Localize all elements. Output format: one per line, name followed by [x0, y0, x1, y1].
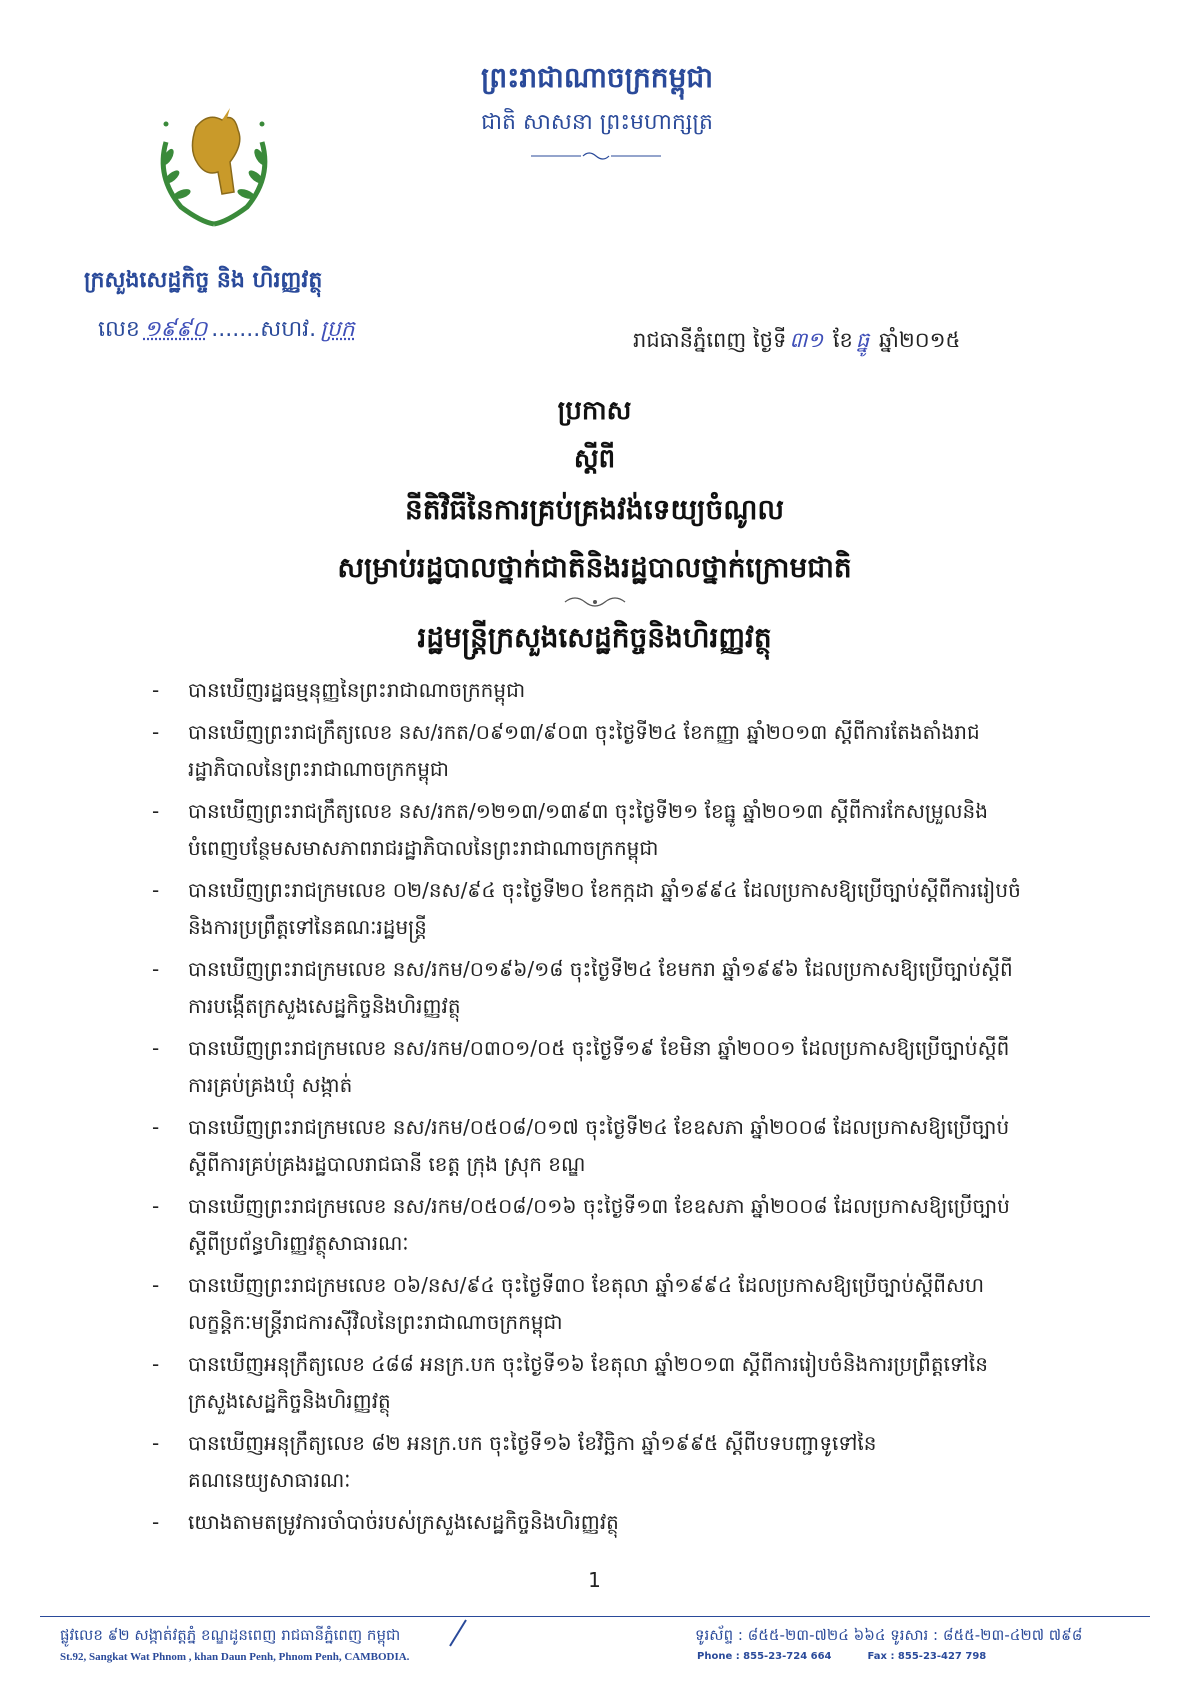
list-item: - បានឃើញអនុក្រឹត្យលេខ ៨២ អនក្រ.បក ចុះថ្ងៃទី១៦ ខែវិច្ឆិកា ឆ្នាំ១៩៩៥ ស្តីពីបទបញ្ជាទូទៅនៃគណនេយ្យសាធារណៈ	[152, 1431, 877, 1492]
footer-slash-icon	[446, 1618, 468, 1648]
ref-suffix: សហវ	[260, 317, 310, 342]
page-number: 1	[588, 1568, 601, 1592]
list-item: - បានឃើញព្រះរាជក្រមលេខ ០២/នស/៩៤ ចុះថ្ងៃទី២០ ខែកក្កដា ឆ្នាំ១៩៩៤ ដែលប្រកាសឱ្យប្រើច្បាប់ស្តីពីការរៀបចំនិងការប្រព្រឹត្តទៅនៃគណៈរដ្ឋមន្ត្រី	[152, 878, 1021, 939]
list-item: - យោងតាមតម្រូវការចាំបាច់របស់ក្រសួងសេដ្ឋកិច្ចនិងហិរញ្ញវត្ថុ	[152, 1510, 619, 1534]
date-month-handwritten: ធ្នូ	[855, 328, 870, 352]
motto-ornament	[531, 150, 661, 162]
list-item: - បានឃើញរដ្ឋធម្មនុញ្ញនៃព្រះរាជាណាចក្រកម្ពុជា	[152, 678, 526, 702]
footer-fax: Fax : 855-23-427 798	[867, 1651, 987, 1662]
list-item: - បានឃើញព្រះរាជក្រមលេខ នស/រកម/០៥០៨/០១៦ ចុះថ្ងៃទី១៣ ខែឧសភា ឆ្នាំ២០០៨ ដែលប្រកាសឱ្យប្រើច្បាប់ស្តីពីប្រព័ន្ធហិរញ្ញវត្ថុសាធារណៈ	[152, 1194, 1010, 1255]
title-ornament	[560, 594, 630, 610]
title-subject-line1: នីតិវិធីនៃការគ្រប់គ្រងវង់ទេយ្យចំណូល	[404, 493, 785, 526]
footer-address-km: ផ្លូវលេខ ៩២ សង្កាត់វត្តភ្នំ ខណ្ឌដូនពេញ រាជធានីភ្នំពេញ កម្ពុជា	[60, 1626, 401, 1644]
list-item: - បានឃើញព្រះរាជក្រមលេខ ០៦/នស/៩៤ ចុះថ្ងៃទី៣០ ខែតុលា ឆ្នាំ១៩៩៤ ដែលប្រកាសឱ្យប្រើច្បាប់ស្តីពីសហលក្ខន្តិកៈមន្ត្រីរាជការស៊ីវិលនៃព្រះរាជាណាចក្រកម្ពុជា	[152, 1273, 985, 1334]
reference-number: លេខ ១៩៩០ .......សហវ. ប្រក	[98, 315, 359, 347]
footer-divider	[40, 1616, 1150, 1617]
footer-phone: Phone : 855-23-724 664	[697, 1651, 832, 1662]
ref-code-handwritten: ប្រក	[320, 317, 355, 342]
ref-prefix: លេខ	[98, 317, 140, 342]
kingdom-title: ព្រះរាជាណាចក្រកម្ពុជា	[480, 61, 713, 94]
ministry-caption: ក្រសួងសេដ្ឋកិច្ច និង ហិរញ្ញវត្ថុ	[84, 268, 323, 293]
document-date	[633, 327, 960, 358]
date-prefix: រាជធានីភ្នំពេញ ថ្ងៃទី	[633, 328, 787, 352]
list-item: - បានឃើញព្រះរាជក្រមលេខ នស/រកម/០៣០១/០៥ ចុះថ្ងៃទី១៩ ខែមិនា ឆ្នាំ២០០១ ដែលប្រកាសឱ្យប្រើច្បាប់ស្តីពីការគ្រប់គ្រងឃុំ សង្កាត់	[152, 1036, 1010, 1097]
legal-basis-list	[152, 672, 1032, 1546]
date-month-label: ខែ	[832, 328, 853, 352]
list-item: - បានឃើញព្រះរាជក្រឹត្យលេខ នស/រកត/០៩១៣/៩០៣ ចុះថ្ងៃទី២៤ ខែកញ្ញា ឆ្នាំ២០១៣ ស្តីពីការតែងតាំងរាជរដ្ឋាភិបាលនៃព្រះរាជាណាចក្រកម្ពុជា	[152, 720, 980, 781]
footer-contact-km: ទូរស័ព្ទ : ៨៥៥-២៣-៧២៤ ៦៦៤ ទូរសារ : ៨៥៥-២៣-៤២៧ ៧៩៨	[695, 1626, 1083, 1644]
date-day-handwritten: ៣១	[789, 328, 824, 352]
list-item: - បានឃើញអនុក្រឹត្យលេខ ៤៨៨ អនក្រ.បក ចុះថ្ងៃទី១៦ ខែតុលា ឆ្នាំ២០១៣ ស្តីពីការរៀបចំនិងការប្រព្រឹត្តទៅនៃក្រសួងសេដ្ឋកិច្ចនិងហិរញ្ញវត្ថុ	[152, 1352, 988, 1413]
footer-address-en: St.92, Sangkat Wat Phnom , khan Daun Penh, Phnom Penh, CAMBODIA.	[60, 1651, 410, 1663]
date-year: ឆ្នាំ២០១៥	[878, 328, 961, 352]
national-motto: ជាតិ សាសនា ព្រះមហាក្សត្រ	[481, 110, 713, 135]
list-item: - បានឃើញព្រះរាជក្រមលេខ នស/រកម/០១៩៦/១៨ ចុះថ្ងៃទី២៤ ខែមករា ឆ្នាំ១៩៩៦ ដែលប្រកាសឱ្យប្រើច្បាប់ស្តីពីការបង្កើតក្រសួងសេដ្ឋកិច្ចនិងហិរញ្ញវត្ថុ	[152, 957, 1013, 1018]
footer-contact-en	[697, 1651, 986, 1662]
title-proclamation: ប្រកាស	[557, 396, 632, 426]
title-subject-line2: សម្រាប់រដ្ឋបាលថ្នាក់ជាតិនិងរដ្ឋបាលថ្នាក់ក្រោមជាតិ	[337, 551, 852, 584]
ref-number-handwritten: ១៩៩០	[143, 317, 208, 342]
list-item: - បានឃើញព្រះរាជក្រឹត្យលេខ នស/រកត/១២១៣/១៣៩៣ ចុះថ្ងៃទី២១ ខែធ្នូ ឆ្នាំ២០១៣ ស្តីពីការកែសម្រួលនិងបំពេញបន្ថែមសមាសភាពរាជរដ្ឋាភិបាលនៃព្រះរាជាណាចក្រកម្ពុជា	[152, 799, 988, 860]
minister-heading: រដ្ឋមន្ត្រីក្រសួងសេដ្ឋកិច្ចនិងហិរញ្ញវត្ថុ	[417, 621, 772, 654]
ministry-seal-logo	[126, 72, 302, 248]
list-item: - បានឃើញព្រះរាជក្រមលេខ នស/រកម/០៥០៨/០១៧ ចុះថ្ងៃទី២៤ ខែឧសភា ឆ្នាំ២០០៨ ដែលប្រកាសឱ្យប្រើច្បាប់ស្តីពីការគ្រប់គ្រងរដ្ឋបាលរាជធានី ខេត្ត ក្រុង ស្រុក ខណ្ឌ	[152, 1115, 1010, 1176]
title-on: ស្តីពី	[573, 444, 616, 474]
